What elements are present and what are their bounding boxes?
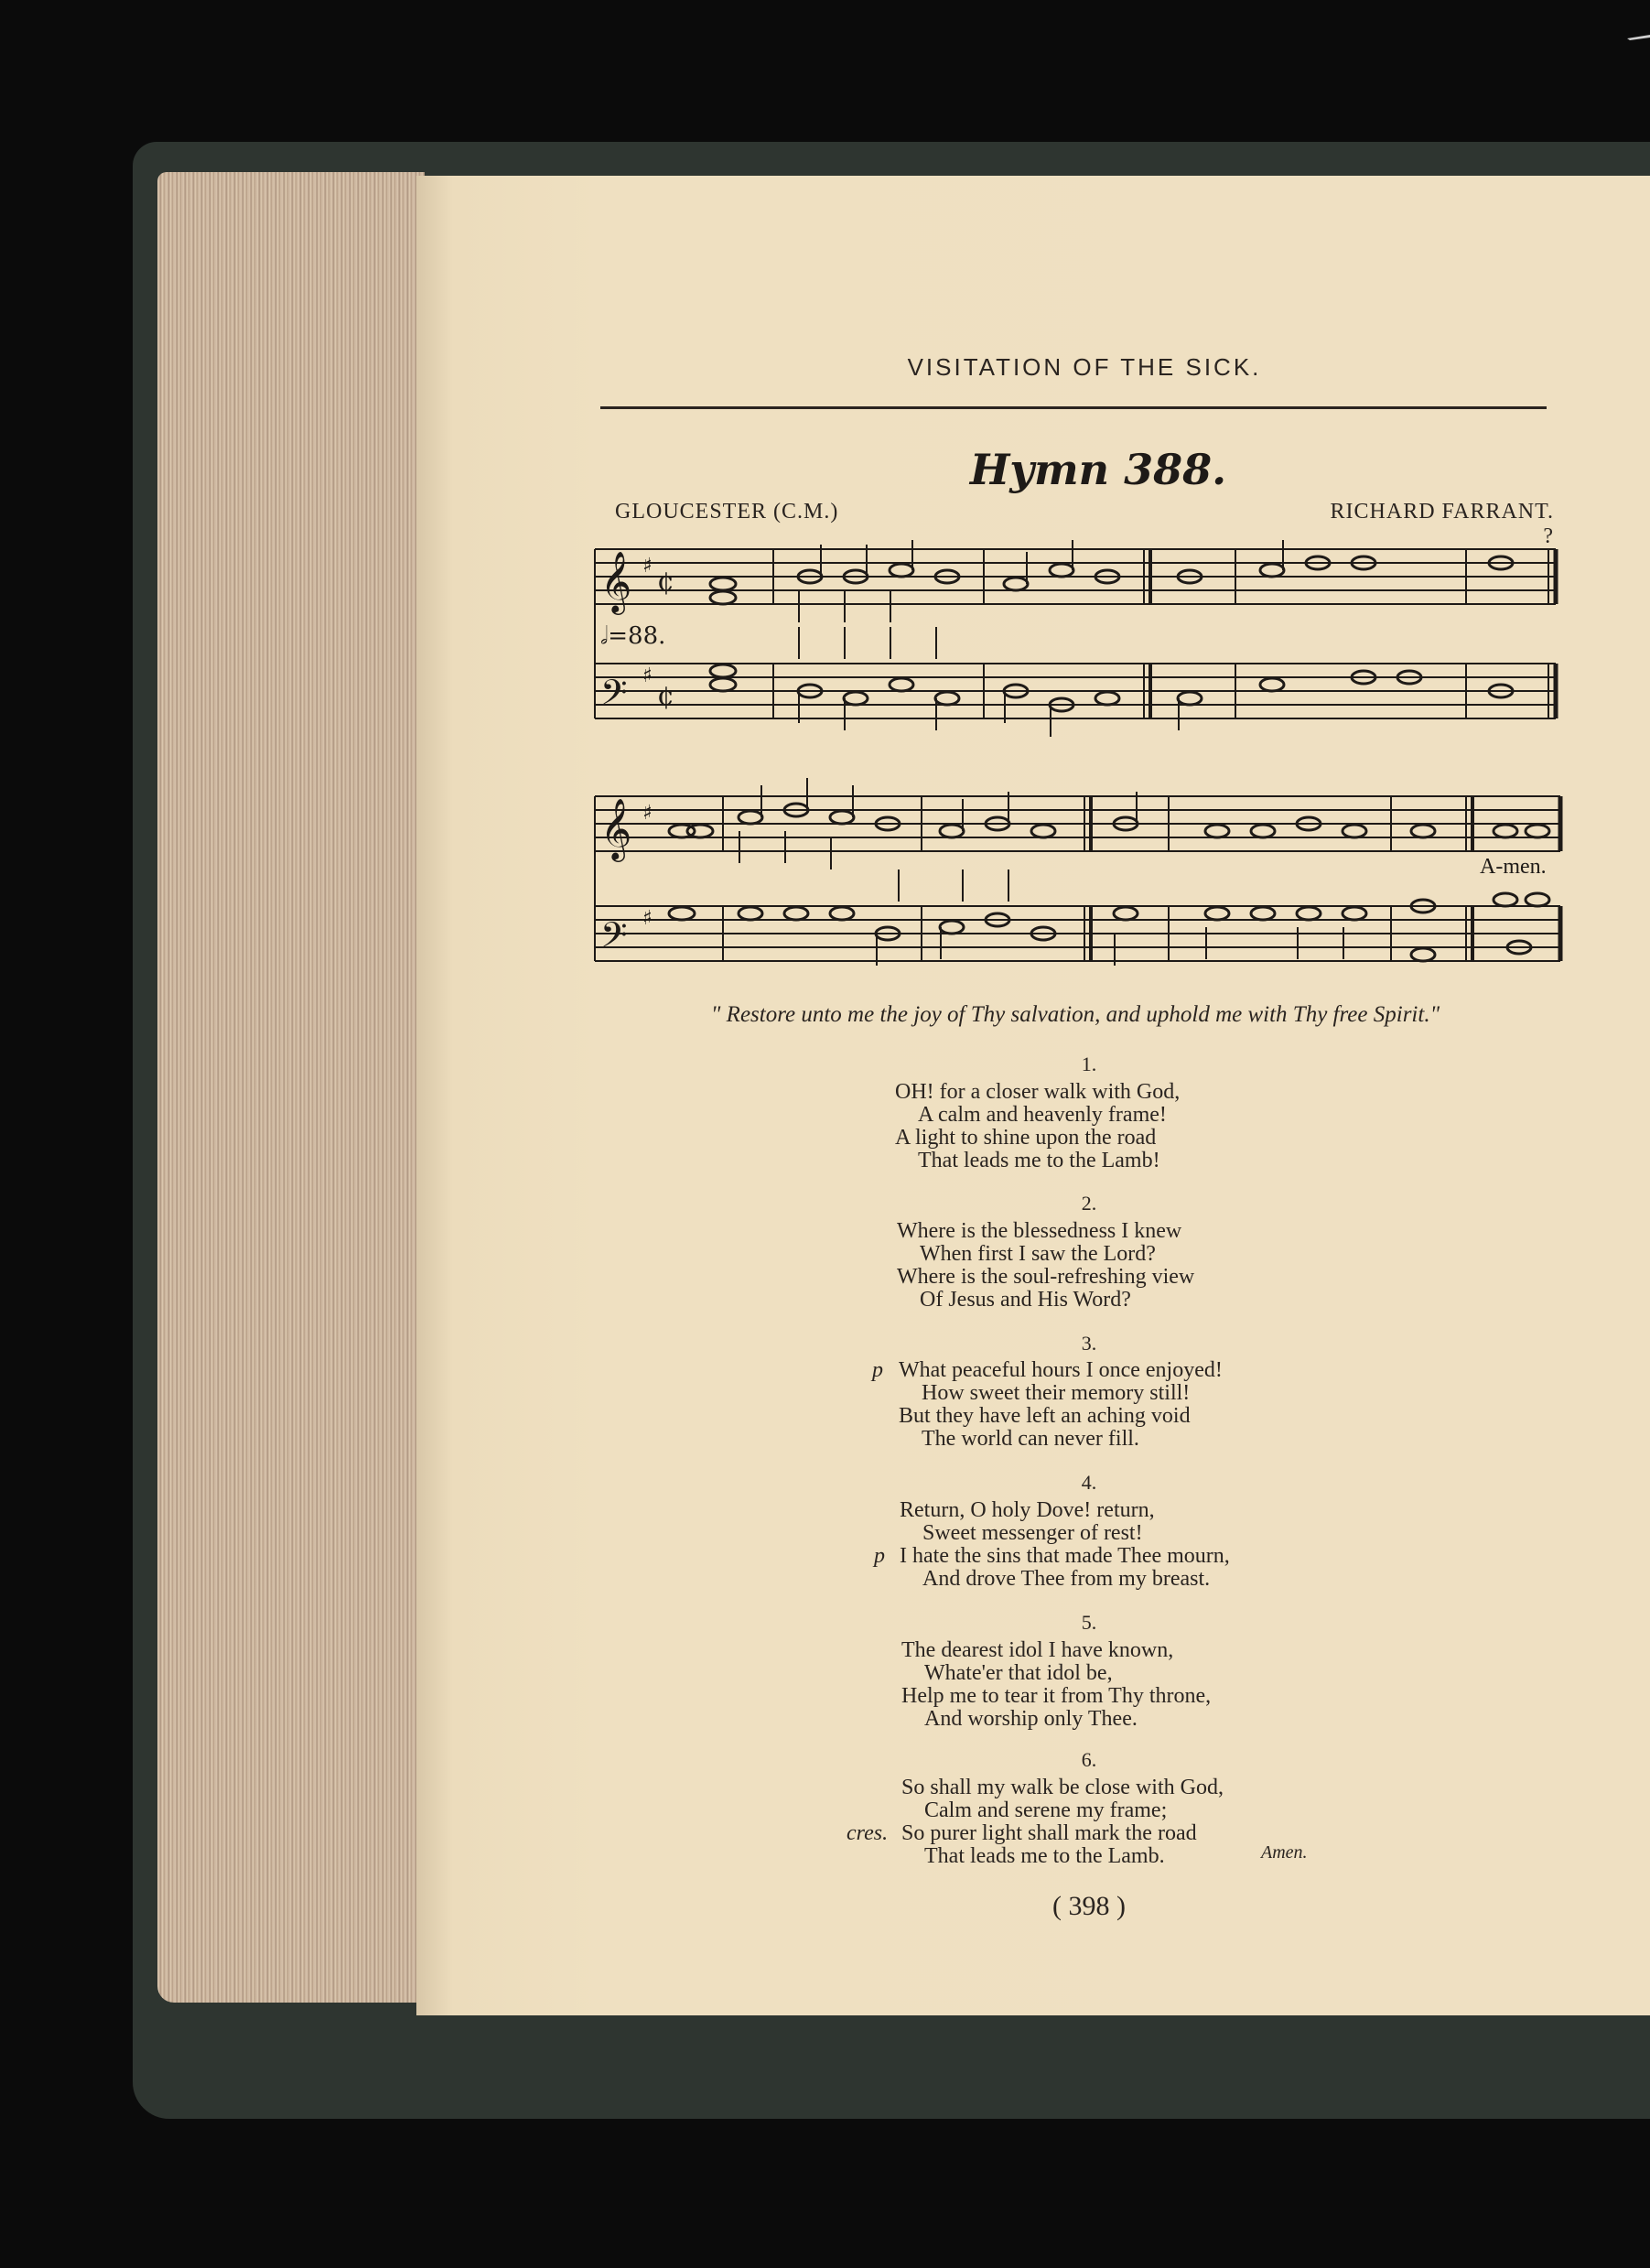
stanza-number: 1. (1081, 1053, 1097, 1075)
corner-mark (1627, 35, 1650, 48)
tempo-mark: 𝅗𝅥=88. (600, 622, 666, 650)
verse-line: And drove Thee from my breast. (922, 1567, 1211, 1591)
verse-line: I hate the sins that made Thee mourn, (900, 1544, 1230, 1568)
tune-name: GLOUCESTER (C.M.) (615, 500, 839, 524)
dynamic-marking: cres. (847, 1821, 889, 1845)
stanza-number: 5. (1081, 1611, 1097, 1634)
handwritten-amen: Amen. (1261, 1842, 1308, 1863)
page-number: ( 398 ) (1052, 1891, 1126, 1921)
bass-clef-icon: 𝄢 (600, 672, 628, 721)
verse-line: Calm and serene my frame; (924, 1798, 1168, 1822)
staff-system-1 (595, 549, 1556, 718)
dynamic-marking: p (872, 1358, 883, 1382)
verse-line: OH! for a closer walk with God, (895, 1080, 1181, 1104)
verse-line: A light to shine upon the road (895, 1126, 1157, 1150)
verse-line: That leads me to the Lamb. (924, 1844, 1165, 1868)
stanza-number: 3. (1081, 1332, 1097, 1355)
verse-line: Where is the soul-refreshing view (897, 1265, 1195, 1289)
svg-text:¢: ¢ (657, 680, 675, 712)
bass-clef-icon: 𝄢 (600, 914, 628, 964)
verse-line: And worship only Thee. (924, 1707, 1138, 1731)
verse-line: Return, O holy Dove! return, (900, 1498, 1155, 1522)
barlines-1 (595, 549, 1556, 718)
stanza-number: 4. (1081, 1471, 1097, 1494)
music-score (586, 535, 1569, 975)
verse-line: Help me to tear it from Thy throne, (901, 1684, 1212, 1708)
verse-line: Where is the blessedness I knew (897, 1219, 1182, 1243)
treble-clef-icon: 𝄞 (600, 797, 632, 859)
stems-1 (799, 540, 1283, 737)
svg-text:♯: ♯ (642, 555, 652, 578)
hymn-title: Hymn 388. (969, 445, 1227, 494)
header-rule (600, 406, 1547, 409)
page-edges (157, 172, 425, 2003)
epigraph: " Restore unto me the joy of Thy salvation, and uphold me with Thy free Spirit." (710, 1002, 1440, 1027)
stems-2 (739, 778, 1343, 966)
verse-line: So purer light shall mark the road (901, 1821, 1197, 1845)
svg-text:♯: ♯ (642, 907, 652, 930)
composer: RICHARD FARRANT. ? (1330, 500, 1554, 548)
verse-line: What peaceful hours I once enjoyed! (899, 1358, 1223, 1382)
dynamic-marking: p (874, 1544, 885, 1568)
running-head: VISITATION OF THE SICK. (907, 353, 1262, 381)
stanza-number: 6. (1081, 1748, 1097, 1771)
svg-text:¢: ¢ (657, 566, 675, 598)
verse-line: Of Jesus and His Word? (920, 1288, 1131, 1312)
treble-clef-icon: 𝄞 (600, 550, 632, 612)
verse-line: But they have left an aching void (899, 1404, 1191, 1428)
verse-line: So shall my walk be close with God, (901, 1776, 1224, 1799)
svg-text:♯: ♯ (642, 664, 652, 687)
verse-line: A calm and heavenly frame! (918, 1103, 1167, 1127)
clefs-2 (600, 797, 652, 964)
verse-line: When first I saw the Lord? (920, 1242, 1156, 1266)
notes-2 (669, 804, 1549, 961)
treble-staff-1 (595, 549, 1556, 604)
svg-text:♯: ♯ (642, 802, 652, 825)
amen-label: A-men. (1480, 855, 1547, 879)
notes-1 (710, 556, 1513, 711)
stanza-number: 2. (1081, 1192, 1097, 1215)
verse-line: Whate'er that idol be, (924, 1661, 1113, 1685)
verse-line: The world can never fill. (922, 1427, 1139, 1451)
verse-line: The dearest idol I have known, (901, 1638, 1174, 1662)
verse-line: Sweet messenger of rest! (922, 1521, 1143, 1545)
verse-line: That leads me to the Lamb! (918, 1149, 1160, 1172)
verse-line: How sweet their memory still! (922, 1381, 1191, 1405)
